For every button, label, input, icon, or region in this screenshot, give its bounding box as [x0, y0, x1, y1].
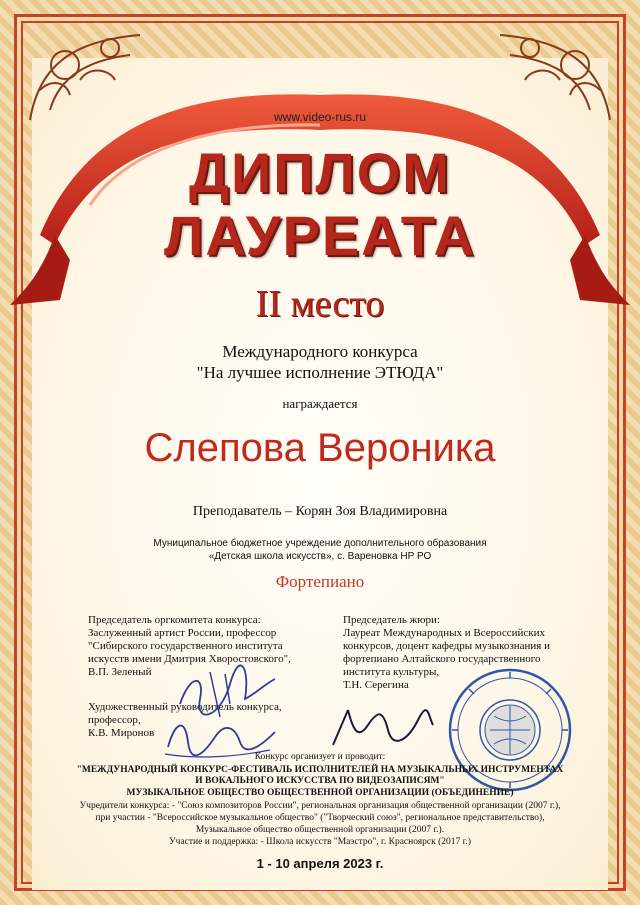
website-url: www.video-rus.ru [273, 110, 367, 124]
organizer-name-line2: И ВОКАЛЬНОГО ИСКУССТВА ПО ВИДЕОЗАПИСЯМ" [195, 776, 445, 786]
music-society-text: Музыкальное общество общественной организации (2007 г.). [195, 825, 445, 835]
signatory-line: Лауреат Международных и Всероссийских [343, 627, 546, 639]
contest-date: 1 - 10 апреля 2023 г. [256, 856, 384, 871]
signatory-line: конкурсов, доцент кафедры музыкознания и [343, 640, 550, 652]
laureate-name: Слепова Вероника [144, 426, 496, 470]
organizer-label: Конкурс организует и проводит: [254, 752, 386, 762]
signatory-line: профессор, [88, 714, 141, 726]
support-text: Участие и поддержка: - Школа искусств "Маэстро", г. Красноярск (2017 г.) [168, 837, 472, 847]
school-line2: «Детская школа искусств», с. Вареновка НР РО [208, 551, 432, 562]
signatory-line: В.П. Зеленый [88, 666, 152, 678]
place-award: II место [255, 283, 385, 325]
organizer-name-line1: "МЕЖДУНАРОДНЫЙ КОНКУРС-ФЕСТИВАЛЬ ИСПОЛНИТЕЛЕЙ НА МУЗЫКАЛЬНЫХ ИНСТРУМЕНТАХ [76, 765, 564, 775]
diploma-title-line2: ЛАУРЕАТА [164, 204, 476, 267]
signatory-line: искусств имени Дмитрия Хворостовского", [88, 653, 291, 665]
instrument: Фортепиано [275, 572, 365, 591]
awarded-label: награждается [282, 396, 358, 411]
signatory-line: Заслуженный артист России, профессор [88, 627, 277, 639]
contest-name-line1: Международного конкурса [222, 342, 418, 361]
participation-text: при участии - "Всероссийское музыкальное общество" ("Творческий союз", региональное представительство), [95, 813, 545, 823]
organizer-name-line3: МУЗЫКАЛЬНОЕ ОБЩЕСТВО ОБЩЕСТВЕННОЙ ОРГАНИЗАЦИИ (ОБЪЕДИНЕНИЕ) [126, 788, 514, 798]
founders-text: Учредители конкурса: - "Союз композиторов России", региональная организация общественной организации (2007 г.), [79, 801, 561, 811]
school-line1: Муниципальное бюджетное учреждение дополнительного образования [153, 538, 487, 549]
signatory-line: института культуры, [343, 666, 440, 678]
signatory-line: "Сибирского государственного института [88, 640, 283, 652]
signatory-line: Председатель жюри: [343, 614, 440, 626]
signatory-line: фортепиано Алтайского государственного [343, 653, 541, 665]
signatory-line: Т.Н. Серегина [343, 679, 409, 691]
signatory-line: К.В. Миронов [88, 727, 155, 739]
contest-name-line2: "На лучшее исполнение ЭТЮДА" [196, 363, 444, 382]
signatory-line: Художественный руководитель конкурса, [88, 701, 282, 713]
signatory-line: Председатель оргкомитета конкурса: [88, 614, 261, 626]
signature-icon [318, 700, 438, 755]
teacher-name: Преподаватель – Корян Зоя Владимировна [192, 504, 448, 519]
diploma-title-line1: ДИПЛОМ [189, 141, 451, 204]
